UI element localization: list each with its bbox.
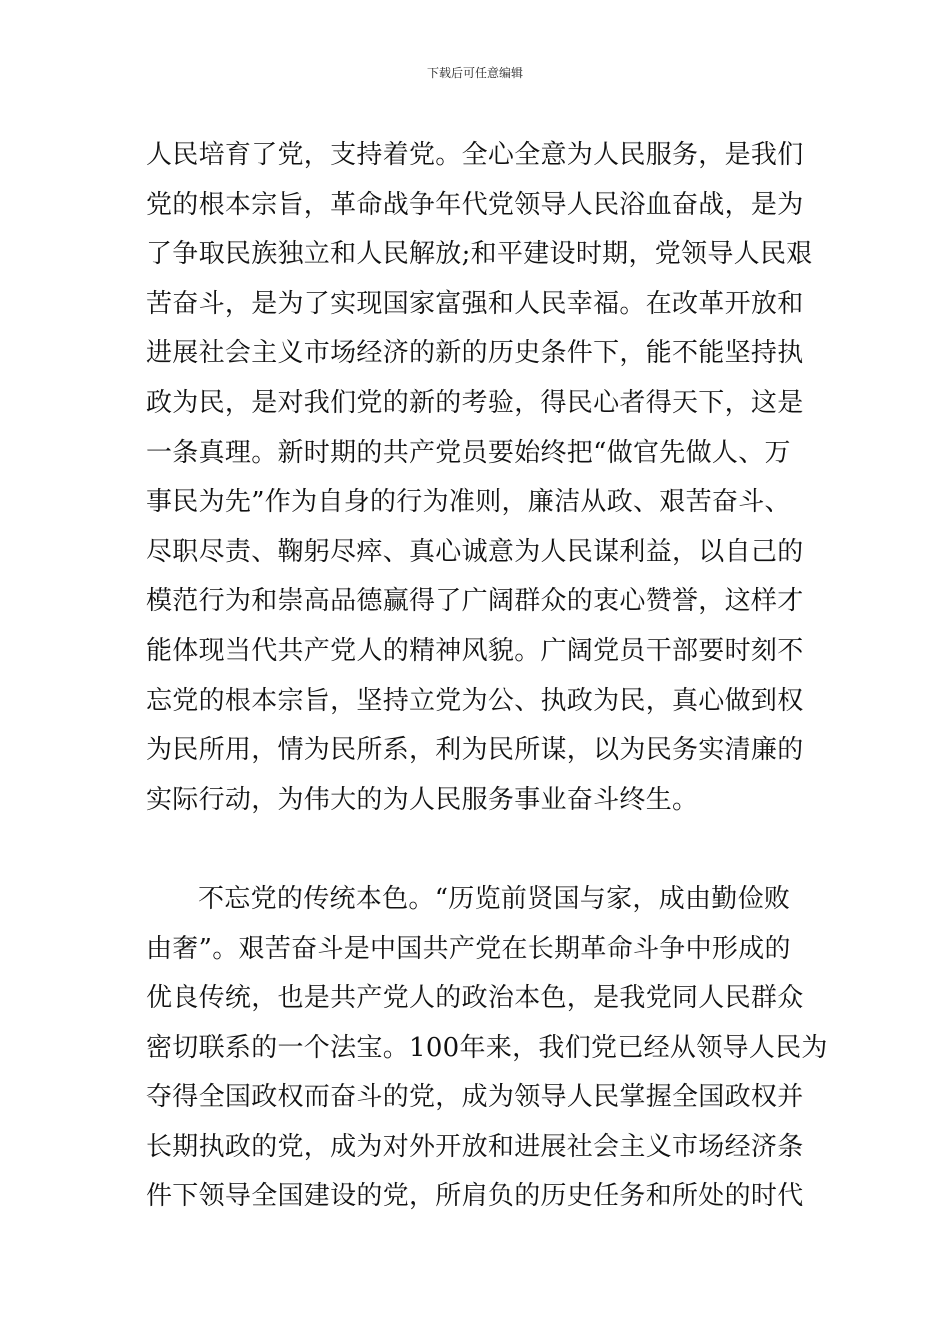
text-line: 人民培育了党，支持着党。全心全意为人民服务，是我们 <box>146 140 804 170</box>
text-line: 党的根本宗旨，革命战争年代党领导人民浴血奋战，是为 <box>146 189 804 220</box>
document-body <box>146 131 828 1222</box>
text-line: 尽职尽责、鞠躬尽瘁、真心诚意为人民谋利益，以自己的 <box>146 536 804 567</box>
text-line: 长期执政的党，成为对外开放和进展社会主义市场经济条 <box>146 1131 804 1162</box>
text-line: 件下领导全国建设的党，所肩负的历史任务和所处的时代 <box>146 1181 804 1212</box>
paragraph-2 <box>146 875 828 1222</box>
text-line: 能体现当代共产党人的精神风貌。广阔党员干部要时刻不 <box>146 635 804 666</box>
text-line: 政为民，是对我们党的新的考验，得民心者得天下，这是 <box>146 387 804 418</box>
text-line: 事民为先”作为自身的行为准则，廉洁从政、艰苦奋斗、 <box>146 487 791 518</box>
text-line: 优良传统，也是共产党人的政治本色，是我党同人民群众 <box>146 983 804 1014</box>
paragraph-spacer <box>146 825 808 875</box>
text-line: 进展社会主义市场经济的新的历史条件下，能不能坚持执 <box>146 338 804 369</box>
text-line: 密切联系的一个法宝。100年来，我们党已经从领导人民为 <box>146 1032 828 1063</box>
text-line: 了争取民族独立和人民解放;和平建设时期，党领导人民艰 <box>146 239 813 270</box>
text-line: 为民所用，情为民所系，利为民所谋，以为民务实清廉的 <box>146 735 804 766</box>
text-line: 一条真理。新时期的共产党员要始终把“做官先做人、万 <box>146 437 791 468</box>
paragraph-1 <box>146 131 813 825</box>
text-line: 模范行为和崇高品德赢得了广阔群众的衷心赞誉，这样才 <box>146 586 804 617</box>
text-line: 实际行动，为伟大的为人民服务事业奋斗终生。 <box>146 784 699 815</box>
page-header: 下载后可任意编辑 <box>426 66 523 80</box>
text-line: 忘党的根本宗旨，坚持立党为公、执政为民，真心做到权 <box>146 685 804 716</box>
text-line: 夺得全国政权而奋斗的党，成为领导人民掌握全国政权并 <box>146 1082 804 1113</box>
text-line: 苦奋斗，是为了实现国家富强和人民幸福。在改革开放和 <box>146 288 804 319</box>
text-line: 由奢”。艰苦奋斗是中国共产党在长期革命斗争中形成的 <box>146 933 791 964</box>
text-line: 不忘党的传统本色。“历览前贤国与家，成由勤俭败 <box>198 883 791 914</box>
